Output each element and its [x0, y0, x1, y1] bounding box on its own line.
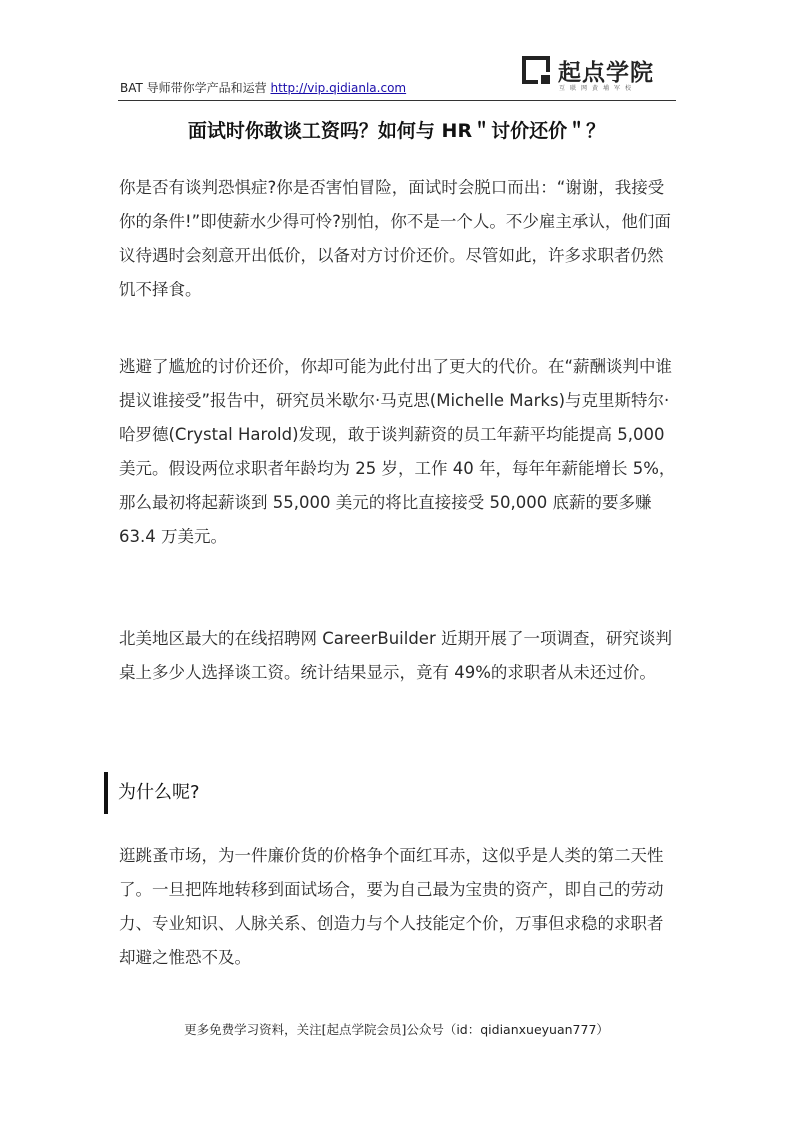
section-heading-bar: [104, 772, 108, 814]
header-tagline: [120, 81, 406, 95]
page-title: 面试时你敢谈工资吗？如何与 HR＂讨价还价＂？: [187, 120, 606, 142]
page-footer: 更多免费学习资料，关注[起点学院会员]公众号（id：qidianxueyuan777）: [184, 1022, 609, 1037]
header-link[interactable]: http://vip.qidianla.com: [270, 81, 407, 95]
logo-mark-icon: [522, 56, 552, 86]
section-heading: 为什么呢?: [118, 782, 200, 803]
page-header: [118, 50, 676, 101]
qidian-logo: [522, 56, 670, 94]
header-prefix: BAT 导师带你学产品和运营: [120, 81, 267, 95]
body-paragraph: 北美地区最大的在线招聘网 CareerBuilder 近期开展了一项调查，研究谈判桌上多少人选择谈工资。统计结果显示，竟有 49%的求职者从未还过价。: [119, 629, 672, 682]
body-paragraph: 你是否有谈判恐惧症?你是否害怕冒险，面试时会脱口而出：“谢谢，我接受你的条件!”即使薪水少得可怜?别怕，你不是一个人。不少雇主承认，他们面议待遇时会刻意开出低价，以备对方讨价还价。尽管如此，许多求职者仍然饥不择食。: [119, 178, 671, 299]
body-paragraph: 逃避了尴尬的讨价还价，你却可能为此付出了更大的代价。在“薪酬谈判中谁提议谁接受”报告中，研究员米歇尔·马克思(Michelle Marks)与克里斯特尔·哈罗德(Crystal Harold)发现，敢于谈判薪资的员工年薪平均能提高 5,000 美元。假设两位求职者年龄均为 25 岁，工作 40 年，每年年薪能增长 5%，那么最初将起薪谈到 55,000 美元的将比直接接受 50,000 底薪的要多赚 63.4 万美元。: [119, 357, 676, 546]
logo-name: 起点学院: [558, 60, 654, 86]
logo-subtitle: 互联网黄埔军校: [559, 85, 637, 92]
body-paragraph: 逛跳蚤市场，为一件廉价货的价格争个面红耳赤，这似乎是人类的第二天性了。一旦把阵地转移到面试场合，要为自己最为宝贵的资产，即自己的劳动力、专业知识、人脉关系、创造力与个人技能定个价，万事但求稳的求职者却避之惟恐不及。: [119, 846, 664, 967]
